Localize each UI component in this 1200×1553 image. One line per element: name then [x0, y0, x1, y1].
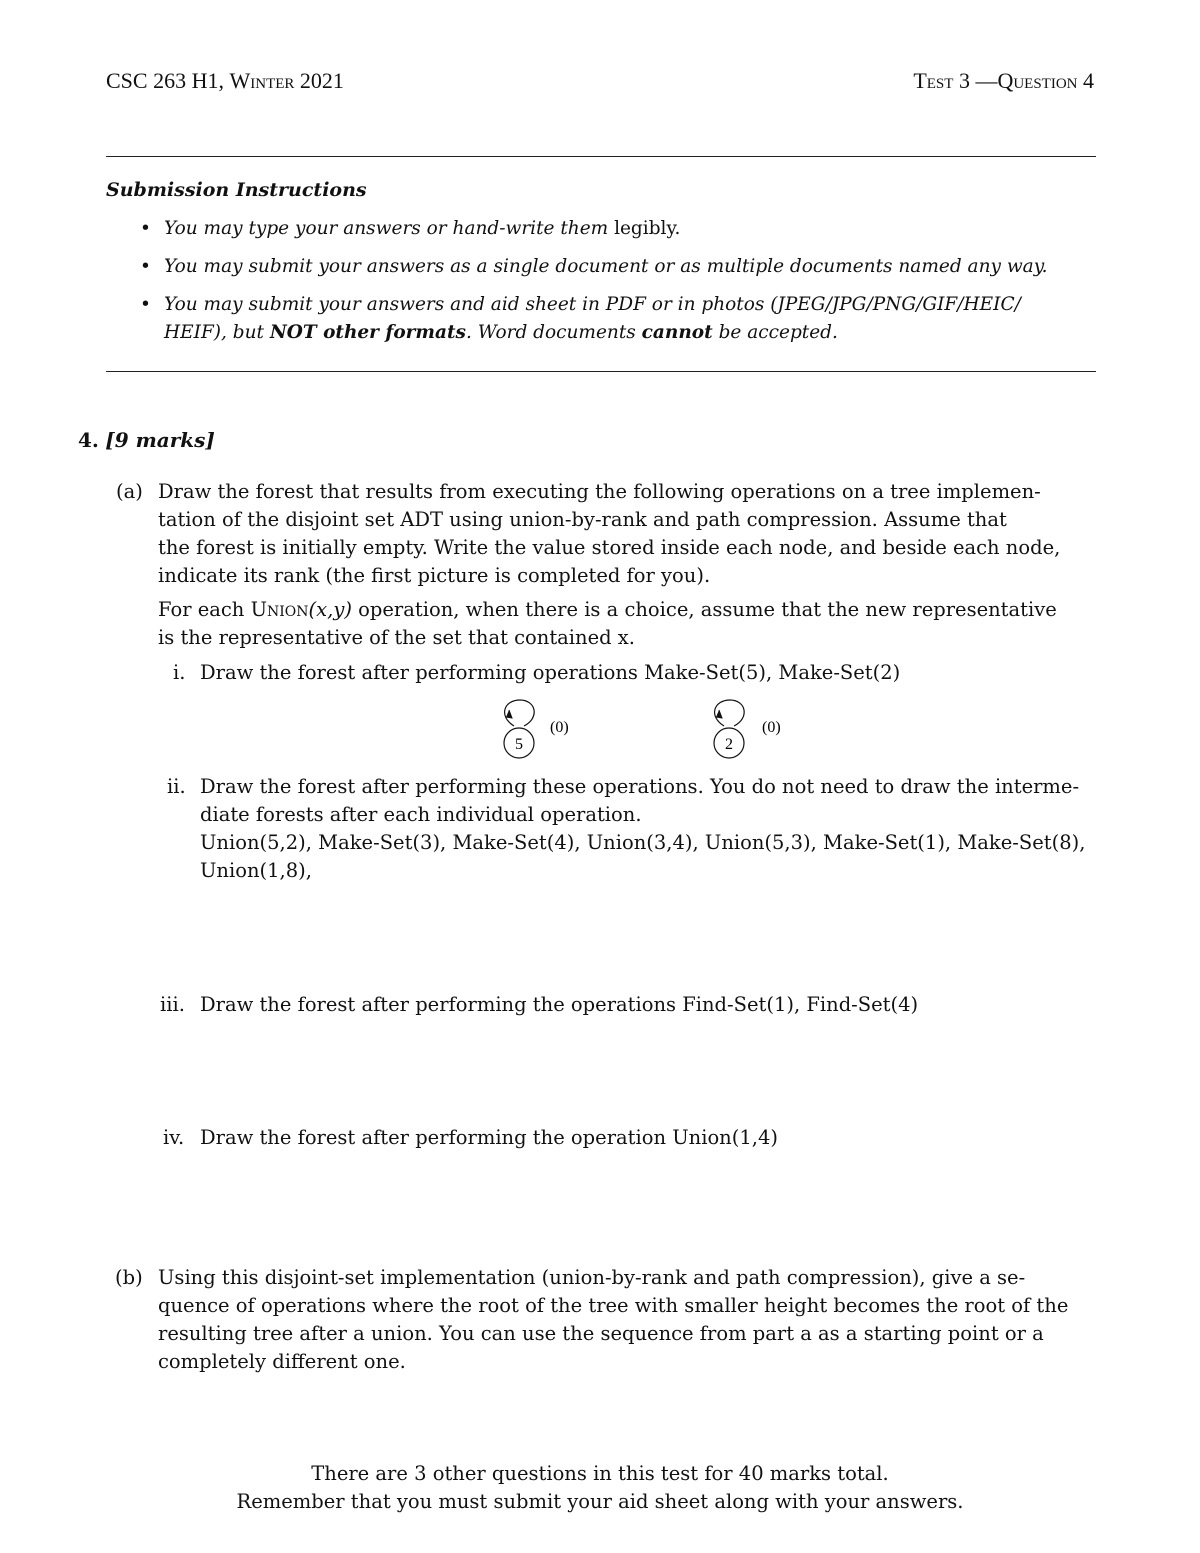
submission-bullet-1: • You may type your answers or hand-write them legibly.	[140, 215, 1085, 243]
submission-bullet-3: • You may submit your answers and aid sheet in PDF or in photos (JPEG/JPG/PNG/GIF/HEIC/ HEIF), but NOT other formats. Word documents cannot be accepted.	[140, 291, 1085, 347]
arrowhead-icon	[506, 710, 512, 718]
item-iv-label: iv.	[163, 1126, 185, 1149]
item-ii-operations: Union(5,2), Make-Set(3), Make-Set(4), Union(3,4), Union(5,3), Make-Set(1), Make-Set(8),	[200, 831, 1086, 854]
node-rank: (0)	[762, 719, 781, 736]
footer-line-1: There are 3 other questions in this test for 40 marks total.	[311, 1462, 889, 1485]
item-iii-text: Draw the forest after performing the operations Find-Set(1), Find-Set(4)	[200, 993, 919, 1016]
node-rank: (0)	[550, 719, 569, 736]
top-divider	[106, 156, 1096, 157]
item-iii-label: iii.	[160, 993, 185, 1016]
node-value: 2	[725, 736, 733, 753]
forest-diagram	[490, 690, 810, 770]
item-ii-operations: Union(1,8),	[200, 859, 312, 882]
bullet-icon: •	[140, 294, 151, 315]
bullet-icon: •	[140, 218, 151, 239]
submission-bullet-2: • You may submit your answers as a single document or as multiple documents named any way.	[140, 253, 1085, 281]
node-value: 5	[515, 736, 523, 753]
part-b-label: (b)	[115, 1266, 143, 1289]
part-b-text: Using this disjoint-set implementation (union-by-rank and path compression), give a se- quence of operations where the root of the tree with smaller height becomes the root of the resulting tree after a union. You can use the sequence from part a as a starting point or a completely different one.	[158, 1266, 1069, 1373]
item-ii-text: Draw the forest after performing these operations. You do not need to draw the interme- diate forests after each individual operation. Union(5,2), Make-Set(3), Make-Set(4), Union(3,4), Union(5,3), Make-Set(1), Make-Set(8), Union(1,8),	[200, 773, 1160, 885]
page-header-left: CSC 263 H1, Winter 2021	[106, 68, 344, 93]
bottom-divider	[106, 371, 1096, 372]
forest-node-2	[714, 700, 781, 758]
submission-title: Submission Instructions	[106, 179, 367, 201]
item-i-label: i.	[173, 661, 186, 684]
question-heading: 4. [9 marks]	[78, 428, 215, 452]
item-iv-text: Draw the forest after performing the operation Union(1,4)	[200, 1126, 778, 1149]
item-i-text: Draw the forest after performing operations Make-Set(5), Make-Set(2)	[200, 661, 901, 684]
bullet-icon: •	[140, 256, 151, 277]
part-a-paragraph-2: For each Union(x,y) operation, when there is a choice, assume that the new representative is the representative of the set that contained x.	[158, 598, 1057, 649]
item-ii-label: ii.	[167, 775, 186, 798]
part-a-text: Draw the forest that results from executing the following operations on a tree implemen- tation of the disjoint set ADT using union-by-rank and path compression. Assume that the forest is initially empty. Write the value stored inside each node, and beside each node, indicate its rank (the first picture is completed for you).	[158, 480, 1061, 587]
forest-node-5	[504, 700, 569, 758]
arrowhead-icon	[716, 710, 722, 718]
part-a-label: (a)	[116, 480, 143, 503]
page-header-right: Test 3 —Question 4	[913, 68, 1094, 93]
footer-line-2: Remember that you must submit your aid sheet along with your answers.	[236, 1490, 964, 1513]
